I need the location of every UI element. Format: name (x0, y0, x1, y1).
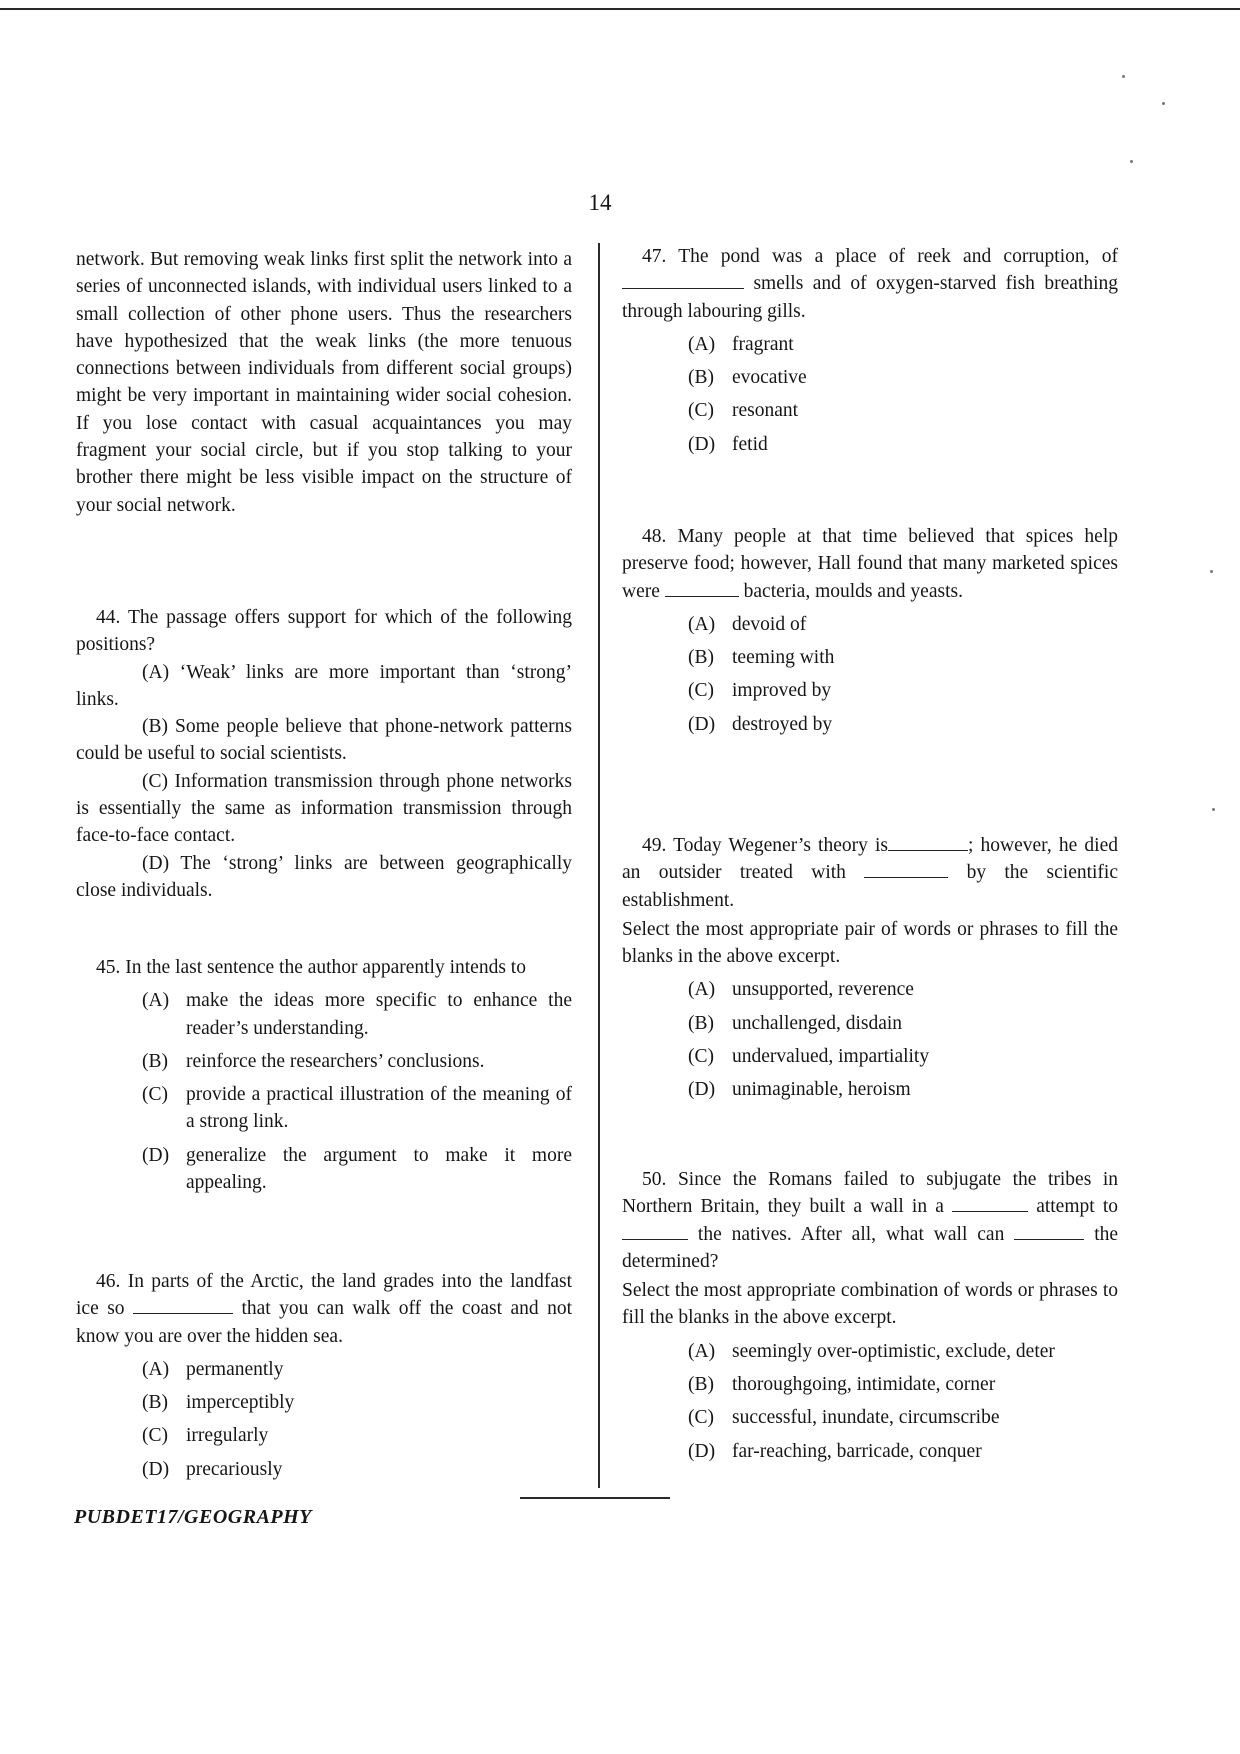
answer-option-d[interactable]: (D) precariously (142, 1458, 283, 1480)
answer-option-a[interactable]: (A) fragrant (688, 333, 794, 355)
stem-text: the natives. After all, what wall can (697, 1223, 1005, 1245)
question-number: 47. (642, 246, 667, 267)
stem-text: bacteria, moulds and yeasts. (743, 580, 963, 602)
stem-text: In the last sentence the author apparently intends to (125, 957, 526, 978)
fill-in-blank (622, 270, 744, 289)
answer-option-b[interactable]: (B) imperceptibly (142, 1392, 295, 1414)
fill-in-blank (133, 1295, 233, 1314)
fill-in-blank (864, 859, 948, 878)
answer-option-a[interactable]: (A) devoid of (688, 613, 807, 635)
top-rule (0, 8, 1240, 10)
question-number: 45. (96, 957, 121, 978)
stem-text: smells and of oxygen-starved fish breathing through labouring gills. (622, 273, 1118, 322)
answer-option-d[interactable]: (D) The ‘strong’ links are between geographically close individuals. (76, 852, 572, 901)
option-list (622, 976, 1118, 1103)
question-stem (76, 604, 572, 659)
fill-in-blank (888, 832, 968, 851)
question-45 (76, 954, 572, 1202)
stem-text: that you can walk off the coast and not know you are over the hidden sea. (76, 1298, 572, 1347)
stem-text: In parts of the Arctic, the land grades into the landfast ice so (76, 1271, 572, 1320)
option-list (622, 1338, 1118, 1465)
answer-option-b[interactable]: (B) reinforce the researchers’ conclusions. (142, 1050, 485, 1072)
question-47 (622, 243, 1118, 464)
scan-speck (1130, 160, 1133, 163)
answer-option-c[interactable]: (C) improved by (688, 680, 832, 702)
question-46 (76, 1268, 572, 1489)
question-stem (76, 1268, 572, 1350)
answer-option-c[interactable]: (C) provide a practical illustration of the meaning of a strong link. (142, 1084, 572, 1133)
scan-speck (1122, 75, 1125, 78)
question-stem (76, 954, 572, 981)
fill-in-blank (665, 578, 739, 597)
answer-option-b[interactable]: (B) teeming with (688, 647, 835, 669)
option-list (622, 331, 1118, 458)
answer-option-d[interactable]: (D) unimaginable, heroism (688, 1079, 911, 1101)
answer-option-a[interactable]: (A) ‘Weak’ links are more important than ‘strong’ links. (76, 661, 572, 710)
passage-ending: network. But removing weak links first split the network into a series of unconnected islands, with individual users linked to a small collection of other phone users. Thus the researchers have hypothesized that the weak links (the more tenuous connections between individuals from different social groups) might be very important in maintaining wider social cohesion. If you lose contact with casual acquaintances you may fragment your social circle, but if you stop talking to your brother there might be less visible impact on the structure of your social network. (76, 249, 572, 516)
bottom-rule (520, 1497, 670, 1499)
question-number: 44. (96, 607, 121, 628)
answer-option-d[interactable]: (D) destroyed by (688, 713, 833, 735)
stem-text: by the scientific establishment. (622, 862, 1118, 911)
question-44 (76, 604, 572, 904)
answer-option-b[interactable]: (B) evocative (688, 367, 807, 389)
stem-text: the determined? (622, 1223, 1119, 1272)
stem-text: The pond was a place of reek and corruption, of (678, 246, 1118, 267)
question-number: 48. (642, 526, 667, 547)
question-stem (622, 243, 1118, 325)
stem-text: The passage offers support for which of the following positions? (76, 607, 573, 656)
stem-text: Since the Romans failed to subjugate the tribes in Northern Britain, they built a wall in a (622, 1169, 1119, 1218)
question-50 (622, 1166, 1118, 1471)
fill-in-blank (1014, 1221, 1084, 1240)
page-number: 14 (588, 190, 612, 215)
fill-in-blank (622, 1221, 688, 1240)
answer-option-c[interactable]: (C) successful, inundate, circumscribe (688, 1407, 1000, 1429)
stem-text: attempt to (1036, 1196, 1118, 1218)
answer-option-d[interactable]: (D) far-reaching, barricade, conquer (688, 1440, 982, 1462)
question-stem (622, 832, 1118, 914)
answer-option-c[interactable]: (C) undervalued, impartiality (688, 1046, 930, 1068)
answer-option-a[interactable]: (A) make the ideas more specific to enhance the reader’s understanding. (142, 990, 572, 1039)
question-instruction: Select the most appropriate pair of words or phrases to fill the blanks in the above excerpt. (622, 918, 1118, 968)
answer-option-b[interactable]: (B) thoroughgoing, intimidate, corner (688, 1374, 996, 1396)
answer-option-b[interactable]: (B) unchallenged, disdain (688, 1012, 903, 1034)
scan-speck (1210, 570, 1213, 573)
scan-speck (1212, 808, 1215, 811)
fill-in-blank (952, 1193, 1028, 1212)
answer-option-a[interactable]: (A) seemingly over-optimistic, exclude, deter (688, 1340, 1055, 1362)
scan-speck (1162, 102, 1165, 105)
question-stem (622, 523, 1118, 605)
question-instruction: Select the most appropriate combination of words or phrases to fill the blanks in the above excerpt. (622, 1280, 1118, 1329)
answer-option-d[interactable]: (D) generalize the argument to make it more appealing. (142, 1144, 572, 1194)
option-list (76, 987, 572, 1196)
option-list (76, 1356, 572, 1483)
stem-text: ; however, he died an outsider treated with (622, 835, 1118, 884)
question-number: 46. (96, 1271, 121, 1292)
answer-option-c[interactable]: (C) irregularly (142, 1425, 269, 1447)
footer-code: PUBDET17/GEOGRAPHY (74, 1506, 312, 1528)
option-list (622, 611, 1118, 738)
answer-option-b[interactable]: (B) Some people believe that phone-network patterns could be useful to social scientists. (76, 716, 572, 765)
stem-text: Today Wegener’s theory is (673, 835, 888, 856)
answer-option-d[interactable]: (D) fetid (688, 433, 768, 455)
answer-option-a[interactable]: (A) permanently (142, 1358, 284, 1380)
question-number: 49. (642, 835, 667, 856)
question-number: 50. (642, 1169, 667, 1190)
question-49 (622, 832, 1118, 1110)
left-column (76, 246, 573, 1480)
stem-text: Many people at that time believed that spices help preserve food; however, Hall found that many marketed spices were (622, 526, 1118, 602)
answer-option-c[interactable]: (C) resonant (688, 400, 799, 422)
column-divider (598, 243, 600, 1488)
answer-option-a[interactable]: (A) unsupported, reverence (688, 979, 914, 1001)
question-stem (622, 1166, 1118, 1275)
answer-option-c[interactable]: (C) Information transmission through phone networks is essentially the same as information transmission through face-to-face contact. (76, 770, 573, 847)
question-48 (622, 523, 1118, 744)
